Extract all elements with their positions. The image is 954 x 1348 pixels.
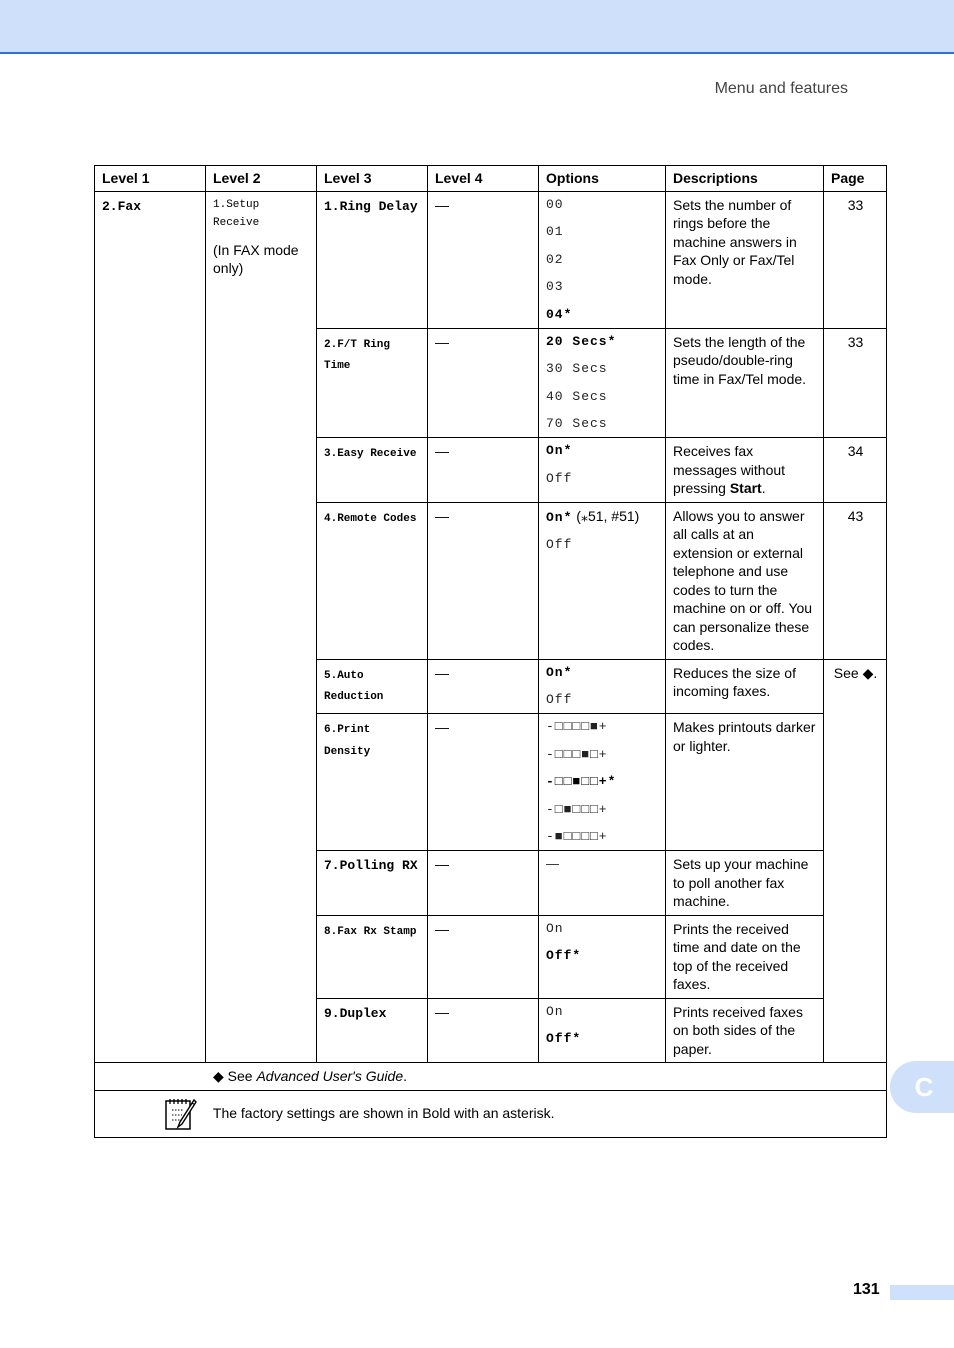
option-item: [546, 415, 659, 433]
level3-cell: [317, 915, 428, 998]
description-cell: [666, 915, 824, 998]
options-cell: [539, 851, 666, 916]
option-item: [546, 920, 659, 938]
page-cell: [824, 191, 887, 328]
page-cell: [824, 328, 887, 438]
page-number: 131: [853, 1281, 880, 1298]
level3-cell: [317, 659, 428, 714]
description-text: Receives fax messages without pressing: [673, 443, 786, 496]
level3-cell: [317, 191, 428, 328]
description-cell: [666, 851, 824, 916]
page-ref: 34: [847, 443, 864, 459]
options-cell: [539, 714, 666, 851]
options-cell: [539, 659, 666, 714]
description-text: Makes printouts darker or lighter.: [673, 719, 816, 754]
option-text: 30 Secs: [546, 361, 608, 376]
chapter-tab: [890, 1061, 954, 1113]
description-text: Sets the length of the pseudo/double-ring time in Fax/Tel mode.: [673, 333, 807, 387]
note-row: [95, 1090, 887, 1137]
option-item: [546, 746, 659, 764]
options-cell: [539, 502, 666, 659]
header-level4: Level 4: [428, 166, 539, 192]
level3-cell: [317, 328, 428, 438]
options-cell: [539, 998, 666, 1063]
option-item: [546, 507, 659, 527]
option-text: -□■□□□+: [546, 801, 608, 817]
description-cell: [666, 438, 824, 503]
option-item: [546, 333, 659, 351]
page-header-title: Menu and features: [714, 80, 848, 97]
option-text: Off: [546, 470, 573, 486]
table-header-row: [95, 166, 887, 192]
page-ref: See ◆.: [833, 664, 878, 681]
option-item: [546, 251, 659, 269]
level4-cell: [428, 438, 539, 503]
level4-value: —: [435, 856, 449, 872]
option-item: [546, 855, 659, 873]
description-text: Sets up your machine to poll another fax machine.: [673, 856, 809, 909]
option-text: On: [546, 920, 564, 936]
level4-cell: [428, 998, 539, 1063]
option-text: -■□□□□+: [546, 829, 608, 844]
description-cell: [666, 998, 824, 1063]
level1-cell: [95, 191, 206, 1063]
option-item: [546, 1003, 659, 1021]
footnote-suffix: .: [403, 1068, 407, 1084]
description-cell: [666, 328, 824, 438]
page-cell: [824, 438, 887, 503]
option-item: [546, 718, 659, 736]
option-text: —: [546, 856, 560, 871]
description-text: Reduces the size of incoming faxes.: [673, 664, 796, 699]
description-cell: [666, 714, 824, 851]
option-item: [546, 223, 659, 241]
page-number-bar: [890, 1285, 954, 1300]
level3-cell: [317, 714, 428, 851]
option-text: 03: [546, 279, 564, 294]
level3-label: 8.Fax Rx Stamp: [324, 925, 417, 938]
header-level1: Level 1: [95, 166, 206, 192]
option-item: [546, 360, 659, 378]
description-cell: [666, 191, 824, 328]
header-level2: Level 2: [206, 166, 317, 192]
description-cell: [666, 659, 824, 714]
option-text: -□□□■□+: [546, 746, 608, 762]
description-text: Sets the number of rings before the machine answers in Fax Only or Fax/Tel mode.: [673, 196, 797, 287]
options-cell: [539, 328, 666, 438]
level2-label: 1.Setup Receive: [213, 198, 260, 229]
option-text: 70 Secs: [546, 416, 608, 431]
option-text: 40 Secs: [546, 388, 608, 404]
option-text: Off: [546, 692, 573, 707]
level4-value: —: [435, 196, 449, 213]
option-text: 20 Secs*: [546, 333, 617, 349]
option-text: On*: [546, 664, 573, 680]
option-text: On*: [546, 509, 573, 525]
option-suffix: (⁎51, #51): [572, 507, 640, 524]
page-cell: [824, 659, 887, 1063]
level4-value: —: [435, 920, 449, 937]
level4-cell: [428, 714, 539, 851]
page-ref: 33: [847, 196, 864, 213]
option-text: Off: [546, 537, 573, 552]
description-text: Prints received faxes on both sides of the paper.: [673, 1003, 803, 1057]
option-item: [546, 664, 659, 682]
option-text: On*: [546, 443, 573, 458]
level2-note: (In FAX mode only): [213, 241, 299, 276]
options-cell: [539, 191, 666, 328]
description-text: Prints the received time and date on the top of the received faxes.: [673, 920, 801, 992]
option-item: [546, 388, 659, 406]
option-text: Off*: [546, 1031, 582, 1046]
description-cell: [666, 502, 824, 659]
option-item: [546, 773, 659, 791]
header-level3: Level 3: [317, 166, 428, 192]
option-item: [546, 442, 659, 460]
option-item: [546, 828, 659, 846]
level3-label: 7.Polling RX: [324, 858, 418, 873]
header-descriptions: Descriptions: [666, 166, 824, 192]
option-text: 00: [546, 196, 564, 212]
option-text: 01: [546, 224, 564, 239]
menu-table: [94, 165, 887, 1138]
footnote-row: [95, 1063, 887, 1091]
note-pencil-icon: [163, 1096, 199, 1132]
level4-value: —: [435, 507, 449, 524]
description-end: .: [761, 480, 766, 496]
level3-label: 1.Ring Delay: [324, 198, 418, 214]
option-text: -□□■□□+*: [546, 774, 617, 789]
description-text: Allows you to answer all calls at an extension or external telephone and use codes to turn the machine on or off. You can personalize these codes.: [673, 507, 813, 653]
level4-cell: [428, 851, 539, 916]
option-text: 04*: [546, 306, 573, 322]
level4-cell: [428, 915, 539, 998]
option-item: [546, 278, 659, 296]
level4-value: —: [435, 1003, 449, 1020]
header-options: Options: [539, 166, 666, 192]
level4-cell: [428, 502, 539, 659]
level3-cell: [317, 438, 428, 503]
note-text: The factory settings are shown in Bold with an asterisk.: [212, 1105, 555, 1122]
page-ref: 33: [847, 333, 864, 350]
header-page: Page: [824, 166, 887, 192]
level3-label: 6.Print Density: [324, 724, 371, 758]
level3-label: 5.Auto Reduction: [324, 669, 384, 703]
level4-cell: [428, 191, 539, 328]
start-key-label: Start: [729, 480, 762, 496]
options-cell: [539, 438, 666, 503]
level4-value: —: [435, 333, 449, 350]
table-row: [95, 191, 887, 328]
option-item: [546, 801, 659, 819]
level1-label: 2.Fax: [102, 198, 142, 214]
option-item: [546, 947, 659, 965]
option-item: [546, 470, 659, 488]
level3-label: 9.Duplex: [324, 1005, 387, 1021]
level4-value: —: [435, 443, 449, 459]
top-banner: [0, 0, 954, 54]
level4-cell: [428, 659, 539, 714]
level2-cell: [206, 191, 317, 1063]
level3-cell: [317, 502, 428, 659]
footnote-prefix: ◆ See: [213, 1068, 257, 1084]
option-item: [546, 196, 659, 214]
level4-value: —: [435, 719, 449, 735]
level3-label: 3.Easy Receive: [324, 448, 417, 460]
chapter-tab-letter: C: [914, 1072, 934, 1102]
footnote-guide-title: Advanced User's Guide: [256, 1068, 404, 1084]
option-item: [546, 536, 659, 554]
page-ref: 43: [847, 507, 864, 524]
option-item: [546, 1030, 659, 1048]
level4-value: —: [435, 664, 449, 681]
level3-label: 2.F/T Ring Time: [324, 338, 391, 372]
level3-cell: [317, 998, 428, 1063]
page-cell: [824, 502, 887, 659]
option-text: 02: [546, 251, 564, 267]
option-item: [546, 306, 659, 324]
level3-cell: [317, 851, 428, 916]
option-text: On: [546, 1003, 564, 1019]
option-text: Off*: [546, 948, 582, 963]
level3-label: 4.Remote Codes: [324, 512, 417, 525]
option-text: -□□□□■+: [546, 719, 608, 734]
options-cell: [539, 915, 666, 998]
option-item: [546, 691, 659, 709]
level4-cell: [428, 328, 539, 438]
